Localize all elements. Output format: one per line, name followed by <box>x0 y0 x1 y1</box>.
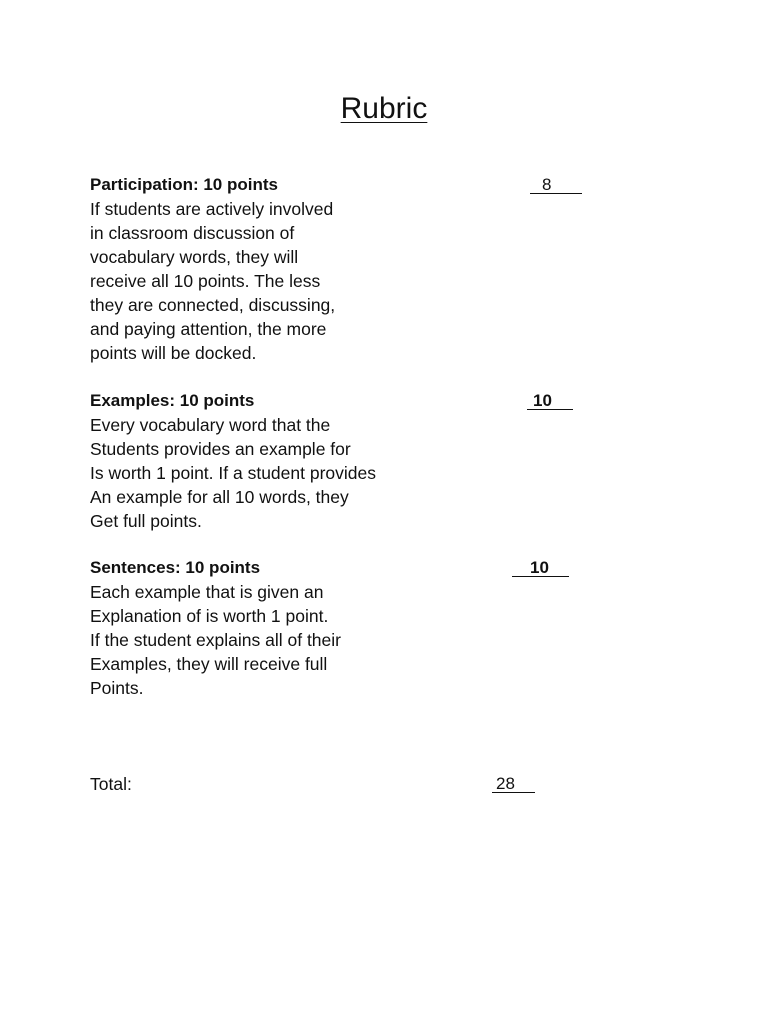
rubric-section-examples <box>90 389 650 533</box>
section-description: If students are actively involved in classroom discussion of vocabulary words, they will receive all 10 points. The less they are connected, discussing, and paying attention, the more points will be docked. <box>90 199 336 363</box>
score-value: 10 <box>530 558 549 577</box>
page-title: Rubric <box>340 92 428 125</box>
rubric-section-participation <box>90 173 650 365</box>
section-heading: Examples: 10 points <box>90 391 255 410</box>
total-score-value: 28 <box>496 774 515 793</box>
total-score-field <box>492 772 535 793</box>
rubric-section-sentences <box>90 556 650 700</box>
section-description: Every vocabulary word that the Students provides an example for Is worth 1 point. If a student provides An example for all 10 words, they Get full points. <box>90 415 376 531</box>
total-label: Total: <box>90 774 132 794</box>
score-field <box>512 556 569 577</box>
score-field <box>530 173 582 194</box>
score-value: 8 <box>542 175 552 194</box>
section-description: Each example that is given an Explanation of is worth 1 point. If the student explains all of their Examples, they will receive full Points. <box>90 582 341 698</box>
score-field <box>527 389 573 410</box>
section-heading: Sentences: 10 points <box>90 558 261 577</box>
score-value: 10 <box>533 391 552 410</box>
section-heading: Participation: 10 points <box>90 175 278 194</box>
